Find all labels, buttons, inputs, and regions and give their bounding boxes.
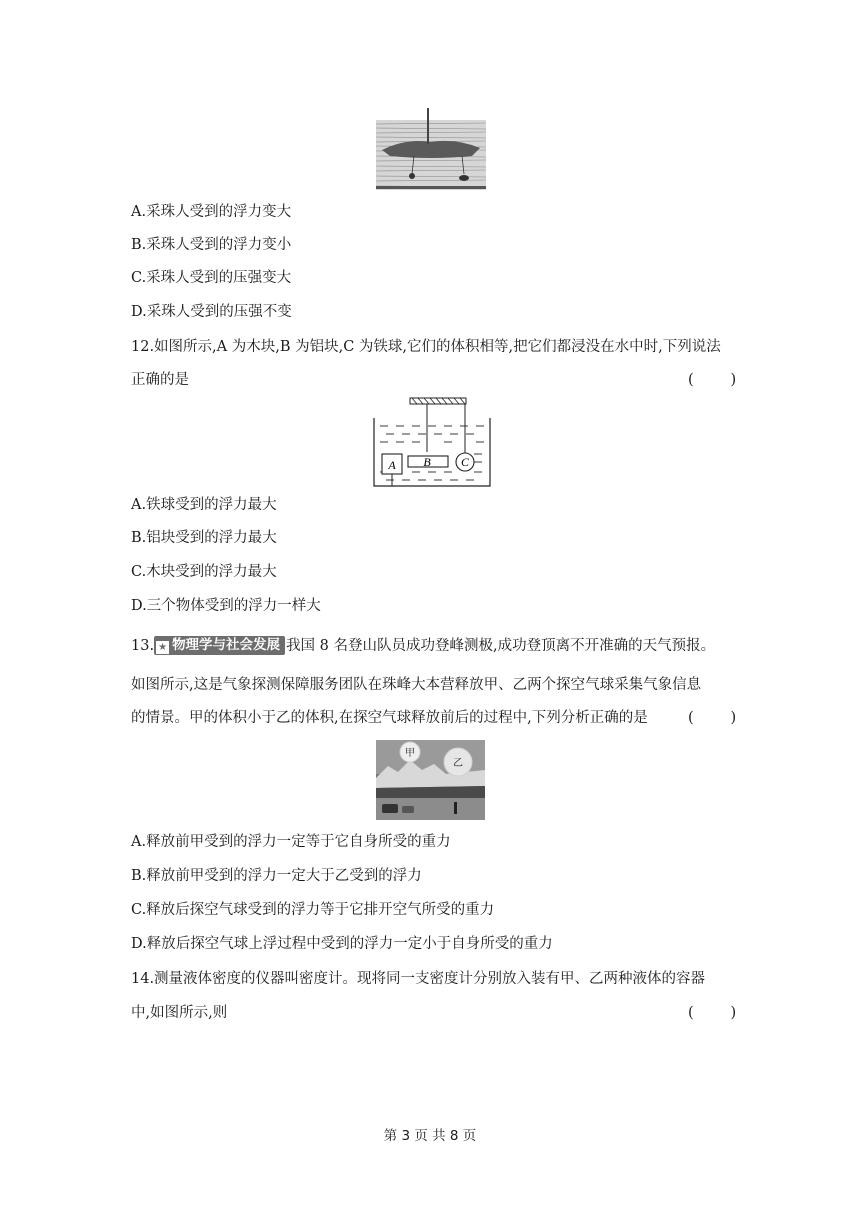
q12-stem-line1: 12.如图所示,A 为木块,B 为铝块,C 为铁球,它们的体积相等,把它们都浸没在水中时,下列说法 [131,339,721,355]
pearl-diver-figure [376,108,486,190]
balloon-release-photo [376,740,485,820]
figure-label-b: B [423,455,431,469]
submerged-objects-figure [370,396,494,490]
q14-stem-line1: 14.测量液体密度的仪器叫密度计。现将同一支密度计分别放入装有甲、乙两种液体的容器 [131,971,706,987]
q11-option-b: B.采珠人受到的浮力变小 [131,237,292,253]
q13-option-a: A.释放前甲受到的浮力一定等于它自身所受的重力 [131,834,451,850]
page-footer: 第 3 页 共 8 页 [383,1128,477,1144]
q12-option-b: B.铝块受到的浮力最大 [131,530,277,546]
q12-stem-line2: 正确的是 [131,372,189,388]
q13-stem-line1-text: 我国 8 名登山队员成功登峰测极,成功登顶离不开准确的天气预报。 [286,638,716,654]
q11-option-c: C.采珠人受到的压强变大 [131,270,292,286]
q13-stem-line2: 如图所示,这是气象探测保障服务团队在珠峰大本营释放甲、乙两个探空气球采集气象信息 [131,677,702,693]
q13-number: 13. [131,638,155,654]
figure-label-yi: 乙 [453,758,463,769]
q14-stem-line2: 中,如图所示,则 [131,1005,228,1021]
figure-label-jia: 甲 [405,748,415,759]
q13-option-d: D.释放后探空气球上浮过程中受到的浮力一定小于自身所受的重力 [131,936,553,952]
q12-option-a: A.铁球受到的浮力最大 [131,497,277,513]
q12-answer-paren: ( ) [688,372,737,388]
star-icon: ★ [156,641,169,654]
topic-badge-label: 物理学与社会发展 [172,637,281,653]
q13-stem-line3: 的情景。甲的体积小于乙的体积,在探空气球释放前后的过程中,下列分析正确的是 [131,710,648,726]
q14-answer-paren: ( ) [688,1005,737,1021]
q11-option-a: A.采珠人受到的浮力变大 [131,204,292,220]
q13-option-b: B.释放前甲受到的浮力一定大于乙受到的浮力 [131,868,422,884]
q12-option-d: D.三个物体受到的浮力一样大 [131,598,321,614]
q11-option-d: D.采珠人受到的压强不变 [131,304,292,320]
figure-label-a: A [388,458,396,472]
figure-label-c: C [460,455,470,469]
q13-answer-paren: ( ) [688,710,737,726]
q13-stem-line1 [131,636,715,656]
q12-option-c: C.木块受到的浮力最大 [131,564,277,580]
q13-option-c: C.释放后探空气球受到的浮力等于它排开空气所受的重力 [131,902,495,918]
topic-badge [154,636,285,655]
